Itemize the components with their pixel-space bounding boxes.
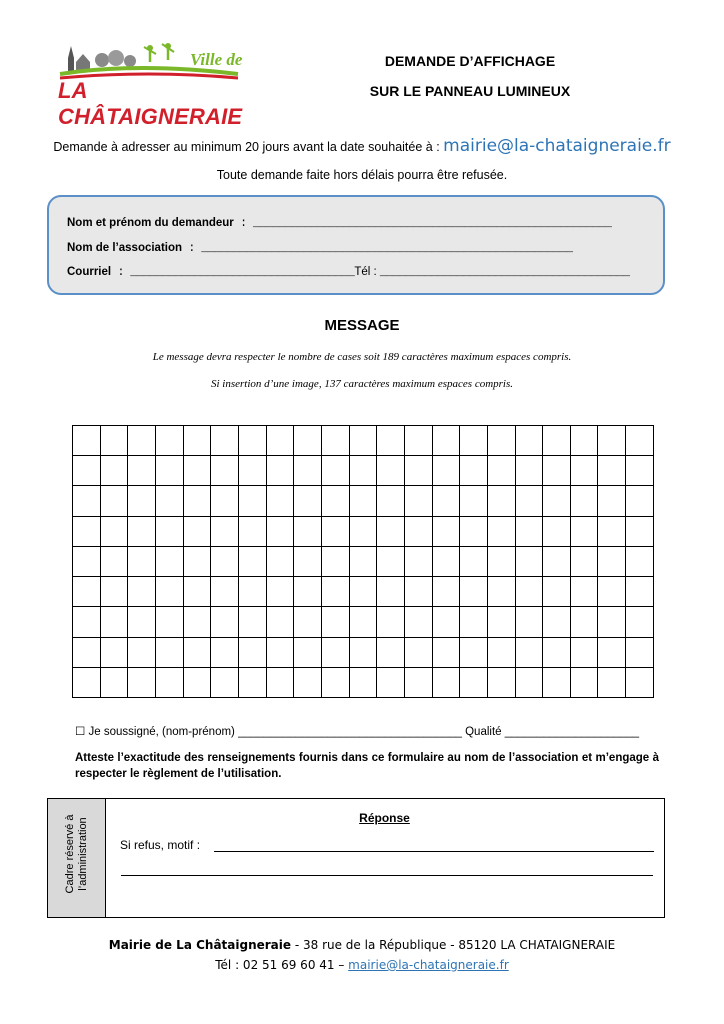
grid-cell[interactable]	[515, 426, 543, 456]
signature-quality-field[interactable]: Qualité _____________________	[461, 726, 640, 738]
grid-cell[interactable]	[460, 667, 488, 697]
grid-cell[interactable]	[266, 486, 294, 516]
grid-cell[interactable]	[543, 577, 571, 607]
grid-cell[interactable]	[238, 667, 266, 697]
grid-cell[interactable]	[460, 607, 488, 637]
grid-cell[interactable]	[73, 637, 101, 667]
grid-cell[interactable]	[294, 667, 322, 697]
grid-cell[interactable]	[155, 426, 183, 456]
grid-cell[interactable]	[570, 516, 598, 546]
grid-cell[interactable]	[349, 546, 377, 576]
grid-cell[interactable]	[266, 546, 294, 576]
grid-cell[interactable]	[598, 486, 626, 516]
grid-cell[interactable]	[404, 667, 432, 697]
grid-cell[interactable]	[626, 577, 654, 607]
grid-cell[interactable]	[377, 516, 405, 546]
footer-org: Mairie de La Châtaigneraie	[108, 938, 292, 952]
grid-cell[interactable]	[543, 516, 571, 546]
grid-cell[interactable]	[238, 456, 266, 486]
grid-cell[interactable]	[183, 546, 211, 576]
grid-cell[interactable]	[349, 486, 377, 516]
grid-cell[interactable]	[321, 667, 349, 697]
grid-cell[interactable]	[626, 456, 654, 486]
grid-cell[interactable]	[487, 637, 515, 667]
grid-row	[73, 637, 654, 667]
grid-cell[interactable]	[460, 546, 488, 576]
grid-cell[interactable]	[570, 577, 598, 607]
grid-cell[interactable]	[626, 667, 654, 697]
grid-cell[interactable]	[515, 516, 543, 546]
grid-cell[interactable]	[266, 637, 294, 667]
grid-row	[73, 516, 654, 546]
grid-cell[interactable]	[321, 637, 349, 667]
grid-cell[interactable]	[183, 637, 211, 667]
grid-cell[interactable]	[238, 426, 266, 456]
grid-cell[interactable]	[432, 456, 460, 486]
administration-sidebar-label	[64, 795, 90, 913]
grid-cell[interactable]	[487, 577, 515, 607]
grid-cell[interactable]	[377, 426, 405, 456]
contact-row[interactable]	[67, 266, 630, 279]
grid-cell[interactable]	[570, 486, 598, 516]
grid-cell[interactable]	[73, 546, 101, 576]
footer-email-link[interactable]: mairie@la-chataigneraie.fr	[348, 958, 509, 972]
grid-cell[interactable]	[598, 546, 626, 576]
grid-cell[interactable]	[515, 637, 543, 667]
grid-cell[interactable]	[238, 577, 266, 607]
association-name-row[interactable]	[67, 242, 573, 255]
grid-cell[interactable]	[100, 637, 128, 667]
grid-cell[interactable]	[211, 546, 239, 576]
grid-cell[interactable]	[73, 426, 101, 456]
grid-cell[interactable]	[487, 456, 515, 486]
signature-line	[75, 724, 639, 738]
grid-cell[interactable]	[155, 577, 183, 607]
grid-cell[interactable]	[73, 607, 101, 637]
grid-cell[interactable]	[155, 486, 183, 516]
grid-cell[interactable]	[266, 426, 294, 456]
grid-cell[interactable]	[570, 607, 598, 637]
refusal-label: Si refus, motif :	[120, 838, 201, 852]
grid-cell[interactable]	[100, 456, 128, 486]
grid-cell[interactable]	[570, 456, 598, 486]
grid-cell[interactable]	[626, 546, 654, 576]
message-limit-note: Le message devra respecter le nombre de cases soit 189 caractères maximum espaces compris.	[152, 351, 572, 363]
grid-cell[interactable]	[183, 486, 211, 516]
email-field[interactable]: : ___________________________________	[111, 266, 355, 279]
grid-cell[interactable]	[183, 667, 211, 697]
grid-cell[interactable]	[626, 426, 654, 456]
grid-cell[interactable]	[515, 577, 543, 607]
grid-cell[interactable]	[432, 637, 460, 667]
grid-cell[interactable]	[238, 607, 266, 637]
grid-cell[interactable]	[598, 426, 626, 456]
grid-cell[interactable]	[128, 486, 156, 516]
grid-cell[interactable]	[432, 546, 460, 576]
grid-cell[interactable]	[128, 456, 156, 486]
deadline-notice: Toute demande faite hors délais pourra être refusée.	[216, 168, 508, 182]
association-name-field[interactable]: : __________________________________________________________	[182, 242, 573, 255]
phone-label: Tél :	[354, 266, 380, 278]
grid-cell[interactable]	[349, 577, 377, 607]
grid-cell[interactable]	[349, 667, 377, 697]
grid-cell[interactable]	[128, 516, 156, 546]
grid-cell[interactable]	[266, 516, 294, 546]
grid-cell[interactable]	[404, 577, 432, 607]
grid-cell[interactable]	[294, 546, 322, 576]
grid-cell[interactable]	[460, 456, 488, 486]
grid-cell[interactable]	[128, 426, 156, 456]
grid-cell[interactable]	[460, 486, 488, 516]
grid-cell[interactable]	[570, 667, 598, 697]
message-section-title: MESSAGE	[324, 317, 400, 334]
grid-cell[interactable]	[515, 546, 543, 576]
grid-cell[interactable]	[211, 637, 239, 667]
town-logo	[58, 40, 248, 129]
grid-cell[interactable]	[183, 577, 211, 607]
grid-row	[73, 667, 654, 697]
refusal-reason-field-2[interactable]	[121, 875, 653, 876]
grid-cell[interactable]	[543, 607, 571, 637]
grid-cell[interactable]	[155, 456, 183, 486]
grid-cell[interactable]	[626, 516, 654, 546]
grid-cell[interactable]	[377, 546, 405, 576]
footer-contact	[0, 958, 724, 972]
grid-cell[interactable]	[183, 426, 211, 456]
applicant-name-label: Nom et prénom du demandeur	[67, 217, 234, 229]
signature-name-field[interactable]: Je soussigné, (nom-prénom) ___________________________________	[85, 726, 462, 738]
footer-phone: Tél : 02 51 69 60 41 –	[215, 958, 349, 972]
grid-cell[interactable]	[294, 516, 322, 546]
grid-cell[interactable]	[543, 667, 571, 697]
grid-cell[interactable]	[377, 577, 405, 607]
grid-cell[interactable]	[432, 577, 460, 607]
grid-cell[interactable]	[377, 667, 405, 697]
logo-town-name: LA CHÂTAIGNERAIE	[58, 78, 243, 129]
grid-cell[interactable]	[73, 516, 101, 546]
grid-cell[interactable]	[294, 486, 322, 516]
grid-cell[interactable]	[294, 637, 322, 667]
grid-cell[interactable]	[266, 577, 294, 607]
grid-cell[interactable]	[238, 546, 266, 576]
grid-cell[interactable]	[598, 637, 626, 667]
grid-cell[interactable]	[349, 516, 377, 546]
grid-cell[interactable]	[487, 486, 515, 516]
intro-text: Demande à adresser au minimum 20 jours avant la date souhaitée à :	[53, 140, 440, 154]
grid-cell[interactable]	[321, 456, 349, 486]
grid-cell[interactable]	[487, 607, 515, 637]
grid-cell[interactable]	[321, 546, 349, 576]
grid-cell[interactable]	[460, 577, 488, 607]
intro-line	[0, 136, 724, 156]
grid-row	[73, 456, 654, 486]
grid-cell[interactable]	[404, 516, 432, 546]
grid-cell[interactable]	[432, 667, 460, 697]
refusal-reason-field[interactable]	[214, 851, 654, 852]
applicant-info-box	[47, 195, 665, 295]
grid-cell[interactable]	[487, 426, 515, 456]
grid-cell[interactable]	[155, 667, 183, 697]
grid-cell[interactable]	[128, 637, 156, 667]
grid-cell[interactable]	[432, 516, 460, 546]
grid-cell[interactable]	[543, 456, 571, 486]
grid-cell[interactable]	[377, 486, 405, 516]
admin-side-line2: l’administration	[77, 817, 89, 891]
logo-ville-text: Ville de	[190, 50, 243, 69]
grid-row	[73, 607, 654, 637]
grid-cell[interactable]	[598, 607, 626, 637]
applicant-name-row[interactable]	[67, 217, 611, 230]
grid-cell[interactable]	[128, 667, 156, 697]
grid-cell[interactable]	[211, 607, 239, 637]
grid-cell[interactable]	[377, 637, 405, 667]
grid-cell[interactable]	[294, 426, 322, 456]
grid-cell[interactable]	[515, 486, 543, 516]
grid-cell[interactable]	[404, 607, 432, 637]
grid-cell[interactable]	[598, 456, 626, 486]
grid-cell[interactable]	[460, 516, 488, 546]
grid-cell[interactable]	[432, 607, 460, 637]
grid-cell[interactable]	[598, 667, 626, 697]
grid-cell[interactable]	[626, 486, 654, 516]
signature-checkbox[interactable]: ☐	[75, 726, 86, 738]
grid-cell[interactable]	[460, 426, 488, 456]
grid-cell[interactable]	[183, 607, 211, 637]
grid-cell[interactable]	[543, 426, 571, 456]
grid-cell[interactable]	[404, 486, 432, 516]
phone-field[interactable]: _______________________________________	[379, 266, 630, 279]
grid-cell[interactable]	[128, 546, 156, 576]
grid-cell[interactable]	[487, 516, 515, 546]
grid-cell[interactable]	[404, 637, 432, 667]
grid-cell[interactable]	[100, 546, 128, 576]
grid-cell[interactable]	[349, 426, 377, 456]
message-image-note: Si insertion d’une image, 137 caractères maximum espaces compris.	[210, 378, 514, 390]
document-title-line2: SUR LE PANNEAU LUMINEUX	[369, 83, 571, 99]
grid-cell[interactable]	[570, 546, 598, 576]
grid-cell[interactable]	[570, 637, 598, 667]
grid-cell[interactable]	[626, 637, 654, 667]
grid-cell[interactable]	[155, 546, 183, 576]
grid-cell[interactable]	[211, 577, 239, 607]
grid-cell[interactable]	[100, 426, 128, 456]
grid-cell[interactable]	[515, 456, 543, 486]
grid-cell[interactable]	[349, 607, 377, 637]
grid-cell[interactable]	[238, 516, 266, 546]
grid-cell[interactable]	[543, 546, 571, 576]
grid-cell[interactable]	[487, 546, 515, 576]
grid-cell[interactable]	[487, 667, 515, 697]
grid-cell[interactable]	[73, 577, 101, 607]
association-name-label: Nom de l’association	[67, 242, 183, 254]
grid-cell[interactable]	[100, 577, 128, 607]
grid-cell[interactable]	[321, 577, 349, 607]
grid-cell[interactable]	[543, 637, 571, 667]
grid-cell[interactable]	[183, 516, 211, 546]
grid-cell[interactable]	[238, 486, 266, 516]
grid-cell[interactable]	[100, 486, 128, 516]
grid-cell[interactable]	[321, 607, 349, 637]
grid-cell[interactable]	[211, 667, 239, 697]
message-character-grid[interactable]	[72, 425, 654, 698]
grid-cell[interactable]	[349, 456, 377, 486]
grid-cell[interactable]	[598, 577, 626, 607]
grid-cell[interactable]	[543, 486, 571, 516]
grid-cell[interactable]	[266, 456, 294, 486]
grid-row	[73, 577, 654, 607]
grid-cell[interactable]	[598, 516, 626, 546]
administration-sidebar	[48, 799, 106, 917]
grid-cell[interactable]	[404, 456, 432, 486]
grid-cell[interactable]	[128, 607, 156, 637]
grid-cell[interactable]	[183, 456, 211, 486]
attestation-text: Atteste l’exactitude des renseignements fournis dans ce formulaire au nom de l’association et m’engage à respecter le règlement de l’utilisation.	[75, 752, 659, 780]
grid-cell[interactable]	[155, 516, 183, 546]
email-label: Courriel	[67, 266, 112, 278]
administration-box	[47, 798, 665, 918]
grid-cell[interactable]	[73, 456, 101, 486]
response-title: Réponse	[359, 811, 410, 825]
footer-address	[0, 938, 724, 952]
grid-cell[interactable]	[377, 456, 405, 486]
grid-cell[interactable]	[100, 516, 128, 546]
grid-cell[interactable]	[404, 426, 432, 456]
grid-row	[73, 426, 654, 456]
grid-cell[interactable]	[460, 637, 488, 667]
grid-cell[interactable]	[155, 637, 183, 667]
applicant-name-field[interactable]: : ________________________________________________________	[233, 217, 612, 230]
grid-cell[interactable]	[349, 637, 377, 667]
grid-cell[interactable]	[515, 607, 543, 637]
admin-side-line1: Cadre réservé à	[64, 814, 76, 894]
grid-cell[interactable]	[211, 516, 239, 546]
grid-cell[interactable]	[626, 607, 654, 637]
document-title-line1: DEMANDE D’AFFICHAGE	[384, 53, 556, 69]
grid-cell[interactable]	[404, 546, 432, 576]
grid-cell[interactable]	[155, 607, 183, 637]
grid-cell[interactable]	[128, 577, 156, 607]
grid-cell[interactable]	[321, 516, 349, 546]
grid-cell[interactable]	[432, 486, 460, 516]
grid-cell[interactable]	[211, 456, 239, 486]
grid-cell[interactable]	[266, 607, 294, 637]
grid-cell[interactable]	[294, 607, 322, 637]
grid-cell[interactable]	[211, 426, 239, 456]
grid-row	[73, 546, 654, 576]
intro-email-link[interactable]: mairie@la-chataigneraie.fr	[443, 136, 671, 156]
grid-cell[interactable]	[73, 667, 101, 697]
grid-cell[interactable]	[321, 426, 349, 456]
grid-cell[interactable]	[100, 607, 128, 637]
footer-address-text: - 38 rue de la République - 85120 LA CHATAIGNERAIE	[291, 938, 616, 952]
grid-cell[interactable]	[570, 426, 598, 456]
grid-cell[interactable]	[100, 667, 128, 697]
grid-cell[interactable]	[73, 486, 101, 516]
grid-cell[interactable]	[515, 667, 543, 697]
grid-cell[interactable]	[211, 486, 239, 516]
grid-cell[interactable]	[294, 577, 322, 607]
grid-cell[interactable]	[266, 667, 294, 697]
grid-cell[interactable]	[238, 637, 266, 667]
grid-cell[interactable]	[377, 607, 405, 637]
grid-cell[interactable]	[294, 456, 322, 486]
grid-cell[interactable]	[321, 486, 349, 516]
grid-cell[interactable]	[432, 426, 460, 456]
grid-row	[73, 486, 654, 516]
